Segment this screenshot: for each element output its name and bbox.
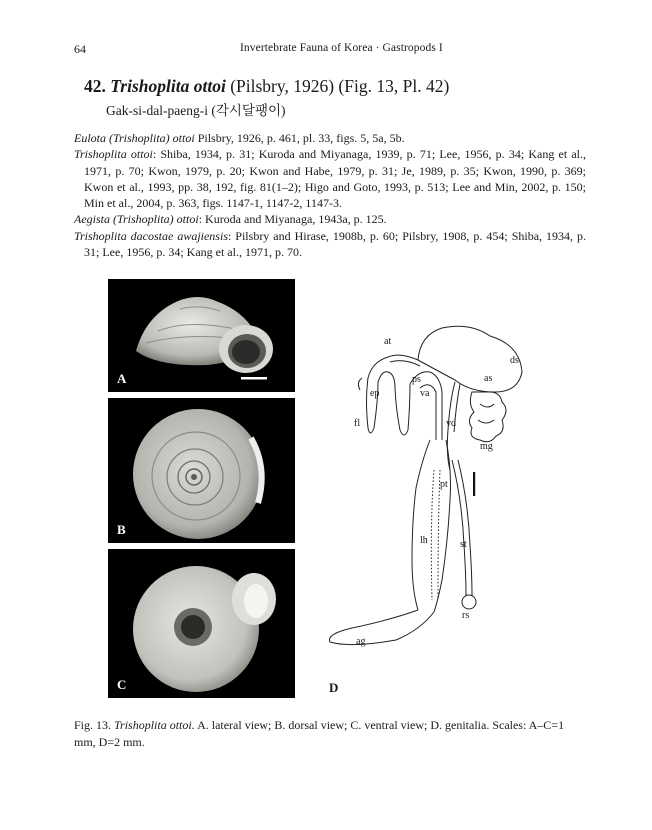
figure-caption: [74, 717, 586, 751]
label-lh: lh: [420, 535, 428, 546]
panel-label-c: C: [117, 677, 127, 692]
species-authority: (Pilsbry, 1926) (Fig. 13, Pl. 42): [230, 76, 450, 96]
panel-label-a: A: [117, 371, 127, 386]
panel-label-d: D: [329, 680, 339, 695]
label-ds: ds: [510, 355, 519, 366]
label-mg: mg: [480, 441, 493, 452]
photo-dorsal-view: [108, 398, 295, 543]
species-number: 42.: [84, 76, 106, 96]
vernacular-name: Gak-si-dal-paeng-i (각시달팽이): [106, 103, 286, 118]
label-as: as: [484, 373, 493, 384]
caption-text: A. lateral view; B. dorsal view; C. ventral view; D. genitalia. Scales: A–C=1 mm, D=2 mm.: [74, 718, 565, 749]
synonym-citations: : Kuroda and Miyanaga, 1943a, p. 125.: [198, 212, 387, 227]
label-rs: rs: [462, 610, 470, 621]
caption-species: Trishoplita ottoi.: [114, 718, 195, 732]
synonym-name: Trishoplita dacostae awajiensis: [74, 228, 228, 243]
label-ep: ep: [370, 388, 380, 399]
synonym-name: Aegista (Trishoplita) ottoi: [74, 212, 199, 227]
panel-label-b: B: [117, 522, 126, 537]
label-pt: pt: [440, 479, 448, 490]
photo-ventral-view: [108, 549, 295, 698]
scale-bar: [241, 377, 267, 380]
synonymy-list: [74, 130, 586, 260]
label-ag: ag: [356, 636, 366, 647]
label-st: st: [460, 539, 467, 550]
synonymy-entry: [74, 130, 586, 146]
photo-lateral-view: [108, 279, 295, 392]
running-title: Invertebrate Fauna of Korea · Gastropods I: [240, 42, 443, 54]
synonym-citations: : Shiba, 1934, p. 31; Kuroda and Miyanaga, 1939, p. 71; Lee, 1956, p. 34; Kang et al., 1971, p. 70; Kwon, 1979, p. 20; Kwon and Habe, 1979, p. 31; Je, 1989, p. 35; Kwon, 1990, p. 369; Kwon et al., 1993, pp. 38, 192, fig. 81(1–2); Higo and Goto, 1993, p. 513; Lee and Min, 2002, p. 150; Min et al., 2004, p. 363, figs. 1147-1, 1147-2, 1147-3.: [84, 147, 586, 211]
label-ps: ps: [412, 374, 421, 385]
species-name: Trishoplita ottoi: [110, 76, 226, 96]
label-fl: fl: [354, 418, 361, 429]
synonymy-entry: [74, 146, 586, 211]
label-at: at: [384, 336, 392, 347]
caption-prefix: Fig. 13.: [74, 718, 112, 732]
label-vd: vd: [446, 418, 456, 429]
shell-lateral-image: [108, 279, 295, 392]
synonymy-entry: [74, 228, 586, 261]
genitalia-diagram: [318, 318, 528, 668]
shell-dorsal-image: [108, 398, 295, 543]
shell-ventral-image: [108, 549, 295, 698]
species-heading: [84, 76, 449, 97]
synonym-name: Eulota (Trishoplita) ottoi: [74, 131, 195, 145]
synonym-name: Trishoplita ottoi: [74, 147, 153, 162]
synonym-citations: : Pilsbry and Hirase, 1908b, p. 60; Pilsbry, 1908, p. 454; Shiba, 1934, p. 31; Lee, 1956, p. 34; Kang et al., 1971, p. 70.: [84, 228, 586, 260]
page-number: 64: [74, 42, 86, 56]
synonymy-entry: [74, 211, 586, 227]
diagram-scale-bar: [473, 472, 475, 496]
synonym-citations: Pilsbry, 1926, p. 461, pl. 33, figs. 5, 5a, 5b.: [194, 131, 405, 145]
label-va: va: [420, 388, 430, 399]
